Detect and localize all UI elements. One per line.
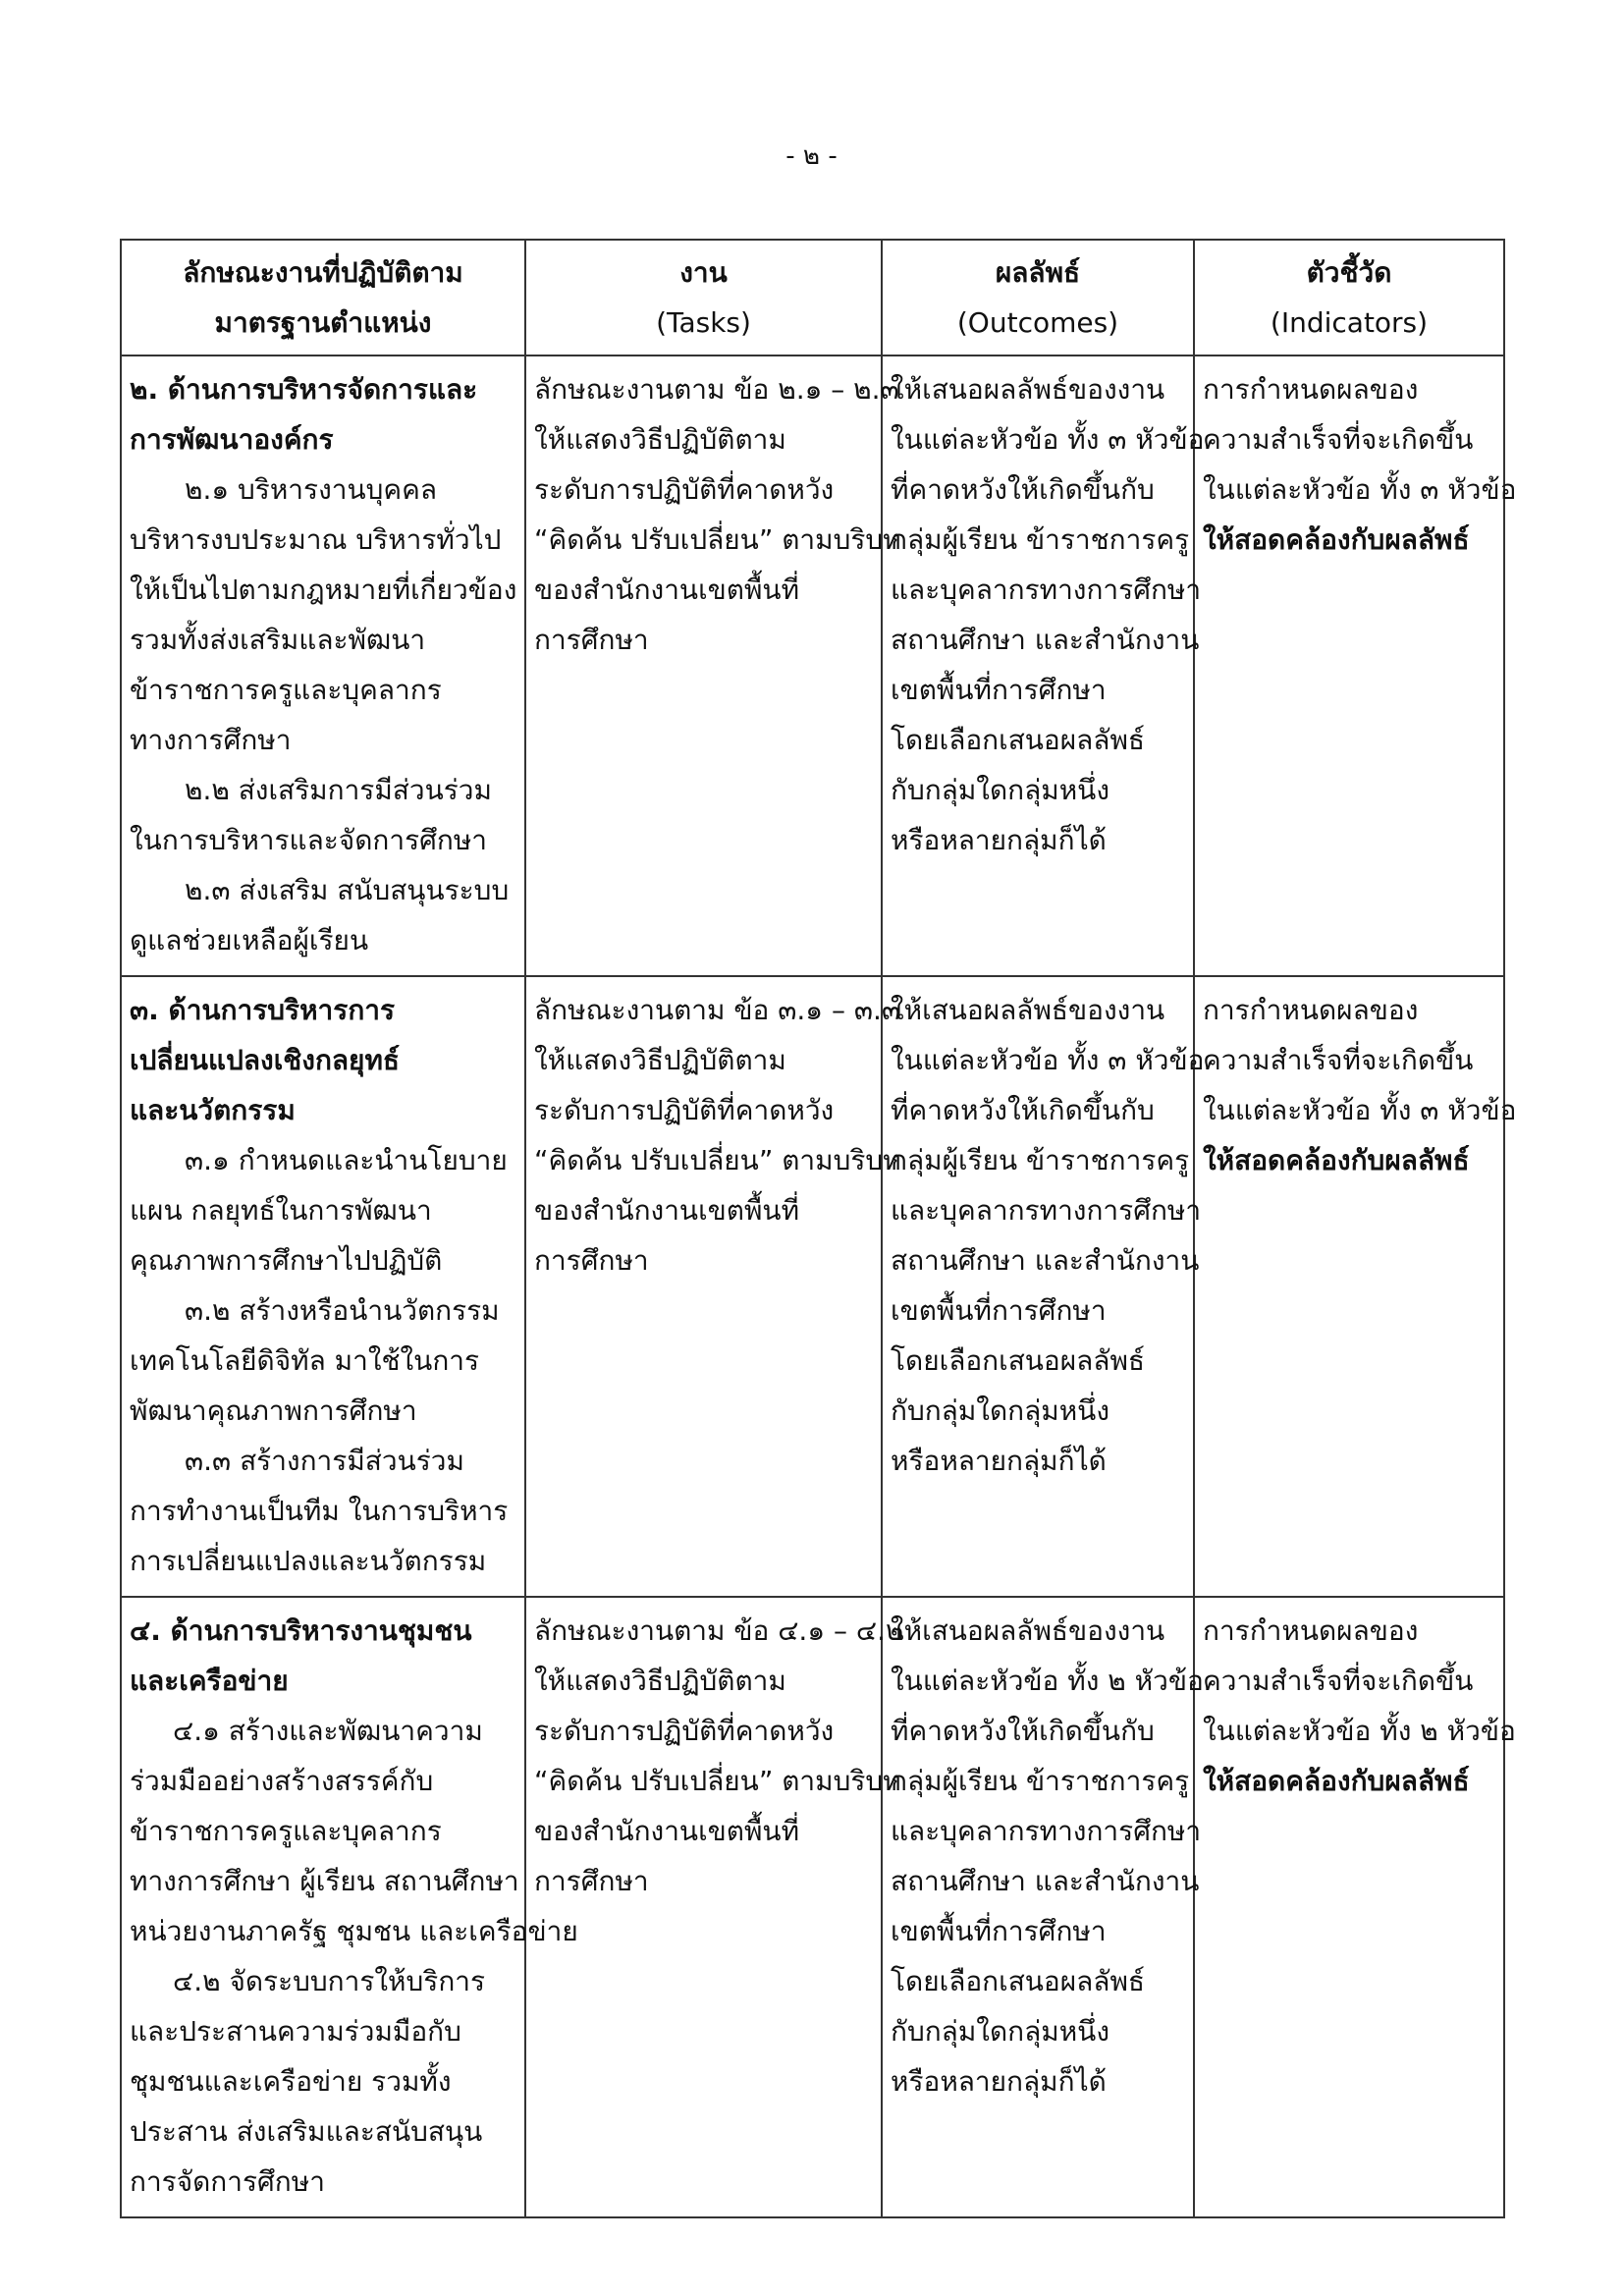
section-heading: ๒. ด้านการบริหารจัดการและ	[130, 373, 478, 406]
task-line: ให้แสดงวิธีปฏิบัติตาม	[534, 1665, 786, 1697]
outcome-line: กับกลุ่มใดกลุ่มหนึ่ง	[891, 774, 1109, 806]
indicator-line: ในแต่ละหัวข้อ ทั้ง ๓ หัวข้อ	[1203, 473, 1517, 506]
item-line: ๓.๒ สร้างหรือนำนวัตกรรม	[185, 1294, 500, 1327]
task-line: ลักษณะงานตาม ข้อ ๓.๑ – ๓.๓	[534, 994, 901, 1026]
task-line: “คิดค้น ปรับเปลี่ยน” ตามบริบท	[534, 1765, 901, 1797]
outcome-line: หรือหลายกลุ่มก็ได้	[891, 1445, 1107, 1477]
cell-tasks	[525, 976, 901, 1597]
item-line: ๒.๒ ส่งเสริมการมีส่วนร่วม	[185, 774, 492, 806]
item-line: การเปลี่ยนแปลงและนวัตกรรม	[130, 1545, 487, 1577]
item-line: บริหารงบประมาณ บริหารทั่วไป	[130, 523, 502, 556]
outcome-line: เขตพื้นที่การศึกษา	[891, 674, 1107, 706]
task-line: ให้แสดงวิธีปฏิบัติตาม	[534, 1044, 786, 1076]
outcome-line: กับกลุ่มใดกลุ่มหนึ่ง	[891, 2015, 1109, 2048]
task-line: ระดับการปฏิบัติที่คาดหวัง	[534, 473, 835, 506]
item-line: ๒.๓ ส่งเสริม สนับสนุนระบบ	[185, 874, 510, 906]
outcome-line: โดยเลือกเสนอผลลัพธ์	[891, 1344, 1146, 1377]
item-line: ๓.๓ สร้างการมีส่วนร่วม	[185, 1445, 464, 1477]
cell-outcomes	[882, 355, 1205, 976]
item-line: เทคโนโลยีดิจิทัล มาใช้ในการ	[130, 1344, 480, 1377]
outcome-line: สถานศึกษา และสำนักงาน	[891, 624, 1200, 656]
table-row	[121, 1597, 1504, 2217]
section-heading: และเครือข่าย	[130, 1665, 289, 1697]
item-line: ดูแลช่วยเหลือผู้เรียน	[130, 924, 369, 957]
indicator-line: ให้สอดคล้องกับผลลัพธ์	[1203, 1765, 1470, 1797]
item-line: หน่วยงานภาครัฐ ชุมชน และเครือข่าย	[130, 1915, 578, 1947]
item-line: รวมทั้งส่งเสริมและพัฒนา	[130, 624, 426, 656]
item-line: ให้เป็นไปตามกฎหมายที่เกี่ยวข้อง	[130, 574, 517, 606]
outcome-line: กลุ่มผู้เรียน ข้าราชการครู	[891, 523, 1190, 556]
task-line: ของสำนักงานเขตพื้นที่	[534, 574, 800, 606]
outcome-line: ที่คาดหวังให้เกิดขึ้นกับ	[891, 1094, 1155, 1126]
outcome-line: โดยเลือกเสนอผลลัพธ์	[891, 1965, 1146, 1997]
table-header-row	[121, 240, 1504, 355]
indicator-line: ความสำเร็จที่จะเกิดขึ้น	[1203, 423, 1474, 456]
indicator-line: ในแต่ละหัวข้อ ทั้ง ๓ หัวข้อ	[1203, 1094, 1517, 1126]
outcome-line: ในแต่ละหัวข้อ ทั้ง ๒ หัวข้อ	[891, 1665, 1204, 1697]
outcome-line: ให้เสนอผลลัพธ์ของงาน	[891, 994, 1165, 1026]
standards-table	[120, 239, 1517, 2218]
indicator-line: การกำหนดผลของ	[1203, 1614, 1419, 1647]
outcome-line: กับกลุ่มใดกลุ่มหนึ่ง	[891, 1394, 1109, 1427]
item-line: ข้าราชการครูและบุคลากร	[130, 674, 442, 706]
section-heading: เปลี่ยนแปลงเชิงกลยุทธ์	[130, 1044, 401, 1076]
header-indicators	[1194, 240, 1504, 355]
header-work-characteristics	[121, 240, 525, 355]
header-line: งาน	[679, 256, 728, 289]
item-line: ๒.๑ บริหารงานบุคคล	[185, 473, 437, 506]
outcome-line: ในแต่ละหัวข้อ ทั้ง ๓ หัวข้อ	[891, 423, 1205, 456]
task-line: การศึกษา	[534, 1865, 649, 1897]
header-line: (Indicators)	[1270, 306, 1429, 339]
task-line: ของสำนักงานเขตพื้นที่	[534, 1194, 800, 1227]
item-line: พัฒนาคุณภาพการศึกษา	[130, 1394, 417, 1427]
task-line: ของสำนักงานเขตพื้นที่	[534, 1815, 800, 1847]
item-line: การทำงานเป็นทีม ในการบริหาร	[130, 1495, 509, 1527]
table-row	[121, 976, 1504, 1597]
header-line: มาตรฐานตำแหน่ง	[214, 306, 432, 339]
task-line: ระดับการปฏิบัติที่คาดหวัง	[534, 1715, 835, 1747]
item-line: ประสาน ส่งเสริมและสนับสนุน	[130, 2115, 483, 2148]
cell-tasks	[525, 1597, 904, 2217]
outcome-line: เขตพื้นที่การศึกษา	[891, 1294, 1107, 1327]
indicator-line: การกำหนดผลของ	[1203, 994, 1419, 1026]
task-line: การศึกษา	[534, 624, 649, 656]
outcome-line: ในแต่ละหัวข้อ ทั้ง ๓ หัวข้อ	[891, 1044, 1205, 1076]
task-line: การศึกษา	[534, 1244, 649, 1277]
cell-indicators	[1194, 976, 1517, 1597]
indicator-line: ให้สอดคล้องกับผลลัพธ์	[1203, 1144, 1470, 1176]
outcome-line: หรือหลายกลุ่มก็ได้	[891, 824, 1107, 856]
cell-outcomes	[882, 976, 1205, 1597]
item-line: การจัดการศึกษา	[130, 2165, 325, 2198]
indicator-line: การกำหนดผลของ	[1203, 373, 1419, 406]
cell-work-characteristics	[121, 976, 525, 1597]
outcome-line: สถานศึกษา และสำนักงาน	[891, 1244, 1200, 1277]
cell-outcomes	[882, 1597, 1204, 2217]
item-line: ชุมชนและเครือข่าย รวมทั้ง	[130, 2065, 452, 2098]
item-line: ทางการศึกษา ผู้เรียน สถานศึกษา	[130, 1865, 519, 1897]
outcome-line: ที่คาดหวังให้เกิดขึ้นกับ	[891, 473, 1155, 506]
outcome-line: กลุ่มผู้เรียน ข้าราชการครู	[891, 1144, 1190, 1176]
task-line: ลักษณะงานตาม ข้อ ๔.๑ – ๔.๒	[534, 1614, 904, 1647]
outcome-line: และบุคลากรทางการศึกษา	[891, 1194, 1202, 1227]
header-tasks	[525, 240, 882, 355]
item-line: ทางการศึกษา	[130, 724, 292, 756]
indicator-line: ในแต่ละหัวข้อ ทั้ง ๒ หัวข้อ	[1203, 1715, 1516, 1747]
section-heading: และนวัตกรรม	[130, 1094, 296, 1126]
task-line: ลักษณะงานตาม ข้อ ๒.๑ – ๒.๓	[534, 373, 899, 406]
item-line: แผน กลยุทธ์ในการพัฒนา	[130, 1194, 432, 1227]
indicator-line: ความสำเร็จที่จะเกิดขึ้น	[1203, 1044, 1474, 1076]
cell-work-characteristics	[121, 355, 525, 976]
item-line: ๔.๑ สร้างและพัฒนาความ	[173, 1715, 483, 1747]
outcome-line: เขตพื้นที่การศึกษา	[891, 1915, 1107, 1947]
cell-indicators	[1194, 1597, 1516, 2217]
outcome-line: กลุ่มผู้เรียน ข้าราชการครู	[891, 1765, 1190, 1797]
cell-tasks	[525, 355, 901, 976]
outcome-line: ให้เสนอผลลัพธ์ของงาน	[891, 1614, 1165, 1647]
section-heading: ๔. ด้านการบริหารงานชุมชน	[130, 1614, 472, 1647]
item-line: ร่วมมืออย่างสร้างสรรค์กับ	[130, 1765, 434, 1797]
task-line: “คิดค้น ปรับเปลี่ยน” ตามบริบท	[534, 523, 901, 556]
outcome-line: ที่คาดหวังให้เกิดขึ้นกับ	[891, 1715, 1155, 1747]
page-number: - ๒ -	[785, 141, 838, 171]
cell-indicators	[1194, 355, 1517, 976]
item-line: ๓.๑ กำหนดและนำนโยบาย	[185, 1144, 508, 1176]
header-line: (Tasks)	[656, 306, 751, 339]
item-line: และประสานความร่วมมือกับ	[130, 2015, 461, 2048]
section-heading: การพัฒนาองค์กร	[130, 423, 334, 456]
outcome-line: และบุคลากรทางการศึกษา	[891, 574, 1202, 606]
item-line: ในการบริหารและจัดการศึกษา	[130, 824, 488, 856]
header-outcomes	[882, 240, 1194, 355]
header-line: (Outcomes)	[956, 306, 1119, 339]
item-line: ข้าราชการครูและบุคลากร	[130, 1815, 442, 1847]
item-line: คุณภาพการศึกษาไปปฏิบัติ	[130, 1244, 443, 1277]
indicator-line: ความสำเร็จที่จะเกิดขึ้น	[1203, 1665, 1474, 1697]
outcome-line: หรือหลายกลุ่มก็ได้	[891, 2065, 1107, 2098]
header-line: ลักษณะงานที่ปฏิบัติตาม	[183, 256, 463, 289]
outcome-line: สถานศึกษา และสำนักงาน	[891, 1865, 1200, 1897]
outcome-line: โดยเลือกเสนอผลลัพธ์	[891, 724, 1146, 756]
header-line: ผลลัพธ์	[995, 256, 1081, 289]
task-line: ระดับการปฏิบัติที่คาดหวัง	[534, 1094, 835, 1126]
cell-work-characteristics	[121, 1597, 578, 2217]
task-line: “คิดค้น ปรับเปลี่ยน” ตามบริบท	[534, 1144, 901, 1176]
outcome-line: ให้เสนอผลลัพธ์ของงาน	[891, 373, 1165, 406]
header-line: ตัวชี้วัด	[1306, 256, 1392, 289]
section-heading: ๓. ด้านการบริหารการ	[130, 994, 396, 1026]
item-line: ๔.๒ จัดระบบการให้บริการ	[173, 1965, 486, 1997]
indicator-line: ให้สอดคล้องกับผลลัพธ์	[1203, 523, 1470, 556]
table-row	[121, 355, 1504, 976]
outcome-line: และบุคลากรทางการศึกษา	[891, 1815, 1202, 1847]
task-line: ให้แสดงวิธีปฏิบัติตาม	[534, 423, 786, 456]
